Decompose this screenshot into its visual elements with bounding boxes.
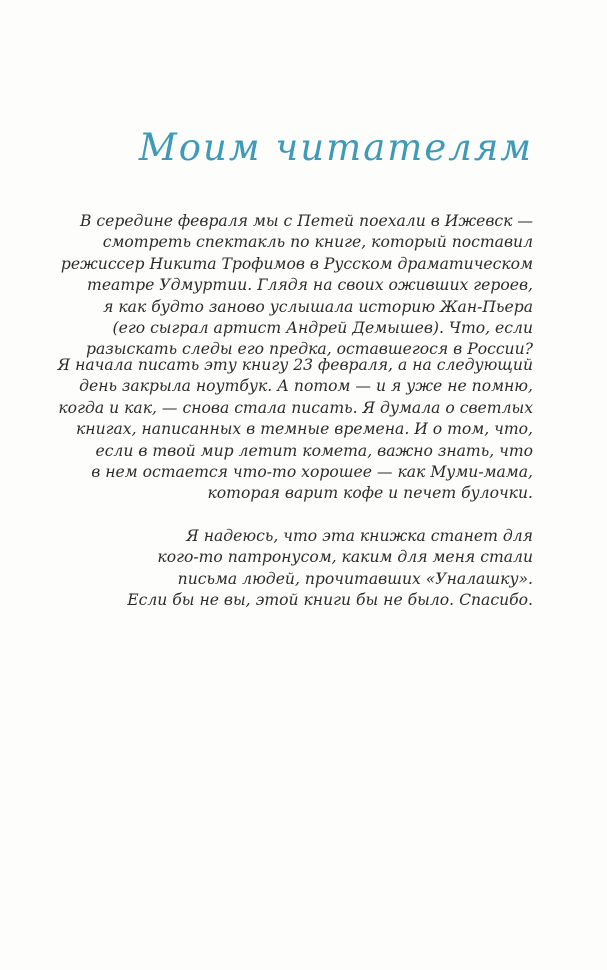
text-line: когда и как, — снова стала писать. Я думала о светлых	[58, 398, 533, 417]
paragraph-2	[58, 355, 533, 505]
text-line: Если бы не вы, этой книги бы не было. Спасибо.	[127, 591, 533, 610]
text-line: книгах, написанных в темные времена. И о том, что,	[75, 420, 533, 439]
text-line: день закрыла ноутбук. А потом — и я уже не помню,	[79, 377, 533, 396]
text-line: Я начала писать эту книгу 23 февраля, а на следующий	[57, 356, 533, 374]
text-line: Я надеюсь, что эта книжка станет для	[186, 527, 533, 545]
text-line: в нем остается что-то хорошее — как Муми-мама,	[91, 462, 533, 481]
text-line: (его сыграл артист Андрей Демышев). Что, если	[112, 318, 533, 337]
text-line: письма людей, прочитавших «Уналашку».	[177, 569, 533, 588]
text-line: кого-то патронусом, каким для меня стали	[157, 548, 533, 567]
text-line: если в твой мир летит комета, важно знать, что	[95, 441, 533, 460]
text-line: смотреть спектакль по книге, который поставил	[102, 233, 533, 252]
paragraph-3	[127, 526, 533, 612]
text-line: театре Удмуртии. Глядя на своих оживших героев,	[87, 276, 533, 295]
text-line: разыскать следы его предка, оставшегося в России?	[86, 340, 533, 359]
text-line: В середине февраля мы с Петей поехали в Ижевск —	[79, 212, 533, 230]
page-title: Моим читателям	[138, 126, 533, 169]
paragraph-1	[61, 211, 533, 361]
text-line: режиссер Никита Трофимов в Русском драматическом	[60, 254, 533, 273]
text-line: я как будто заново услышала историю Жан-Пьера	[103, 297, 533, 316]
text-line: которая варит кофе и печет булочки.	[207, 484, 533, 503]
